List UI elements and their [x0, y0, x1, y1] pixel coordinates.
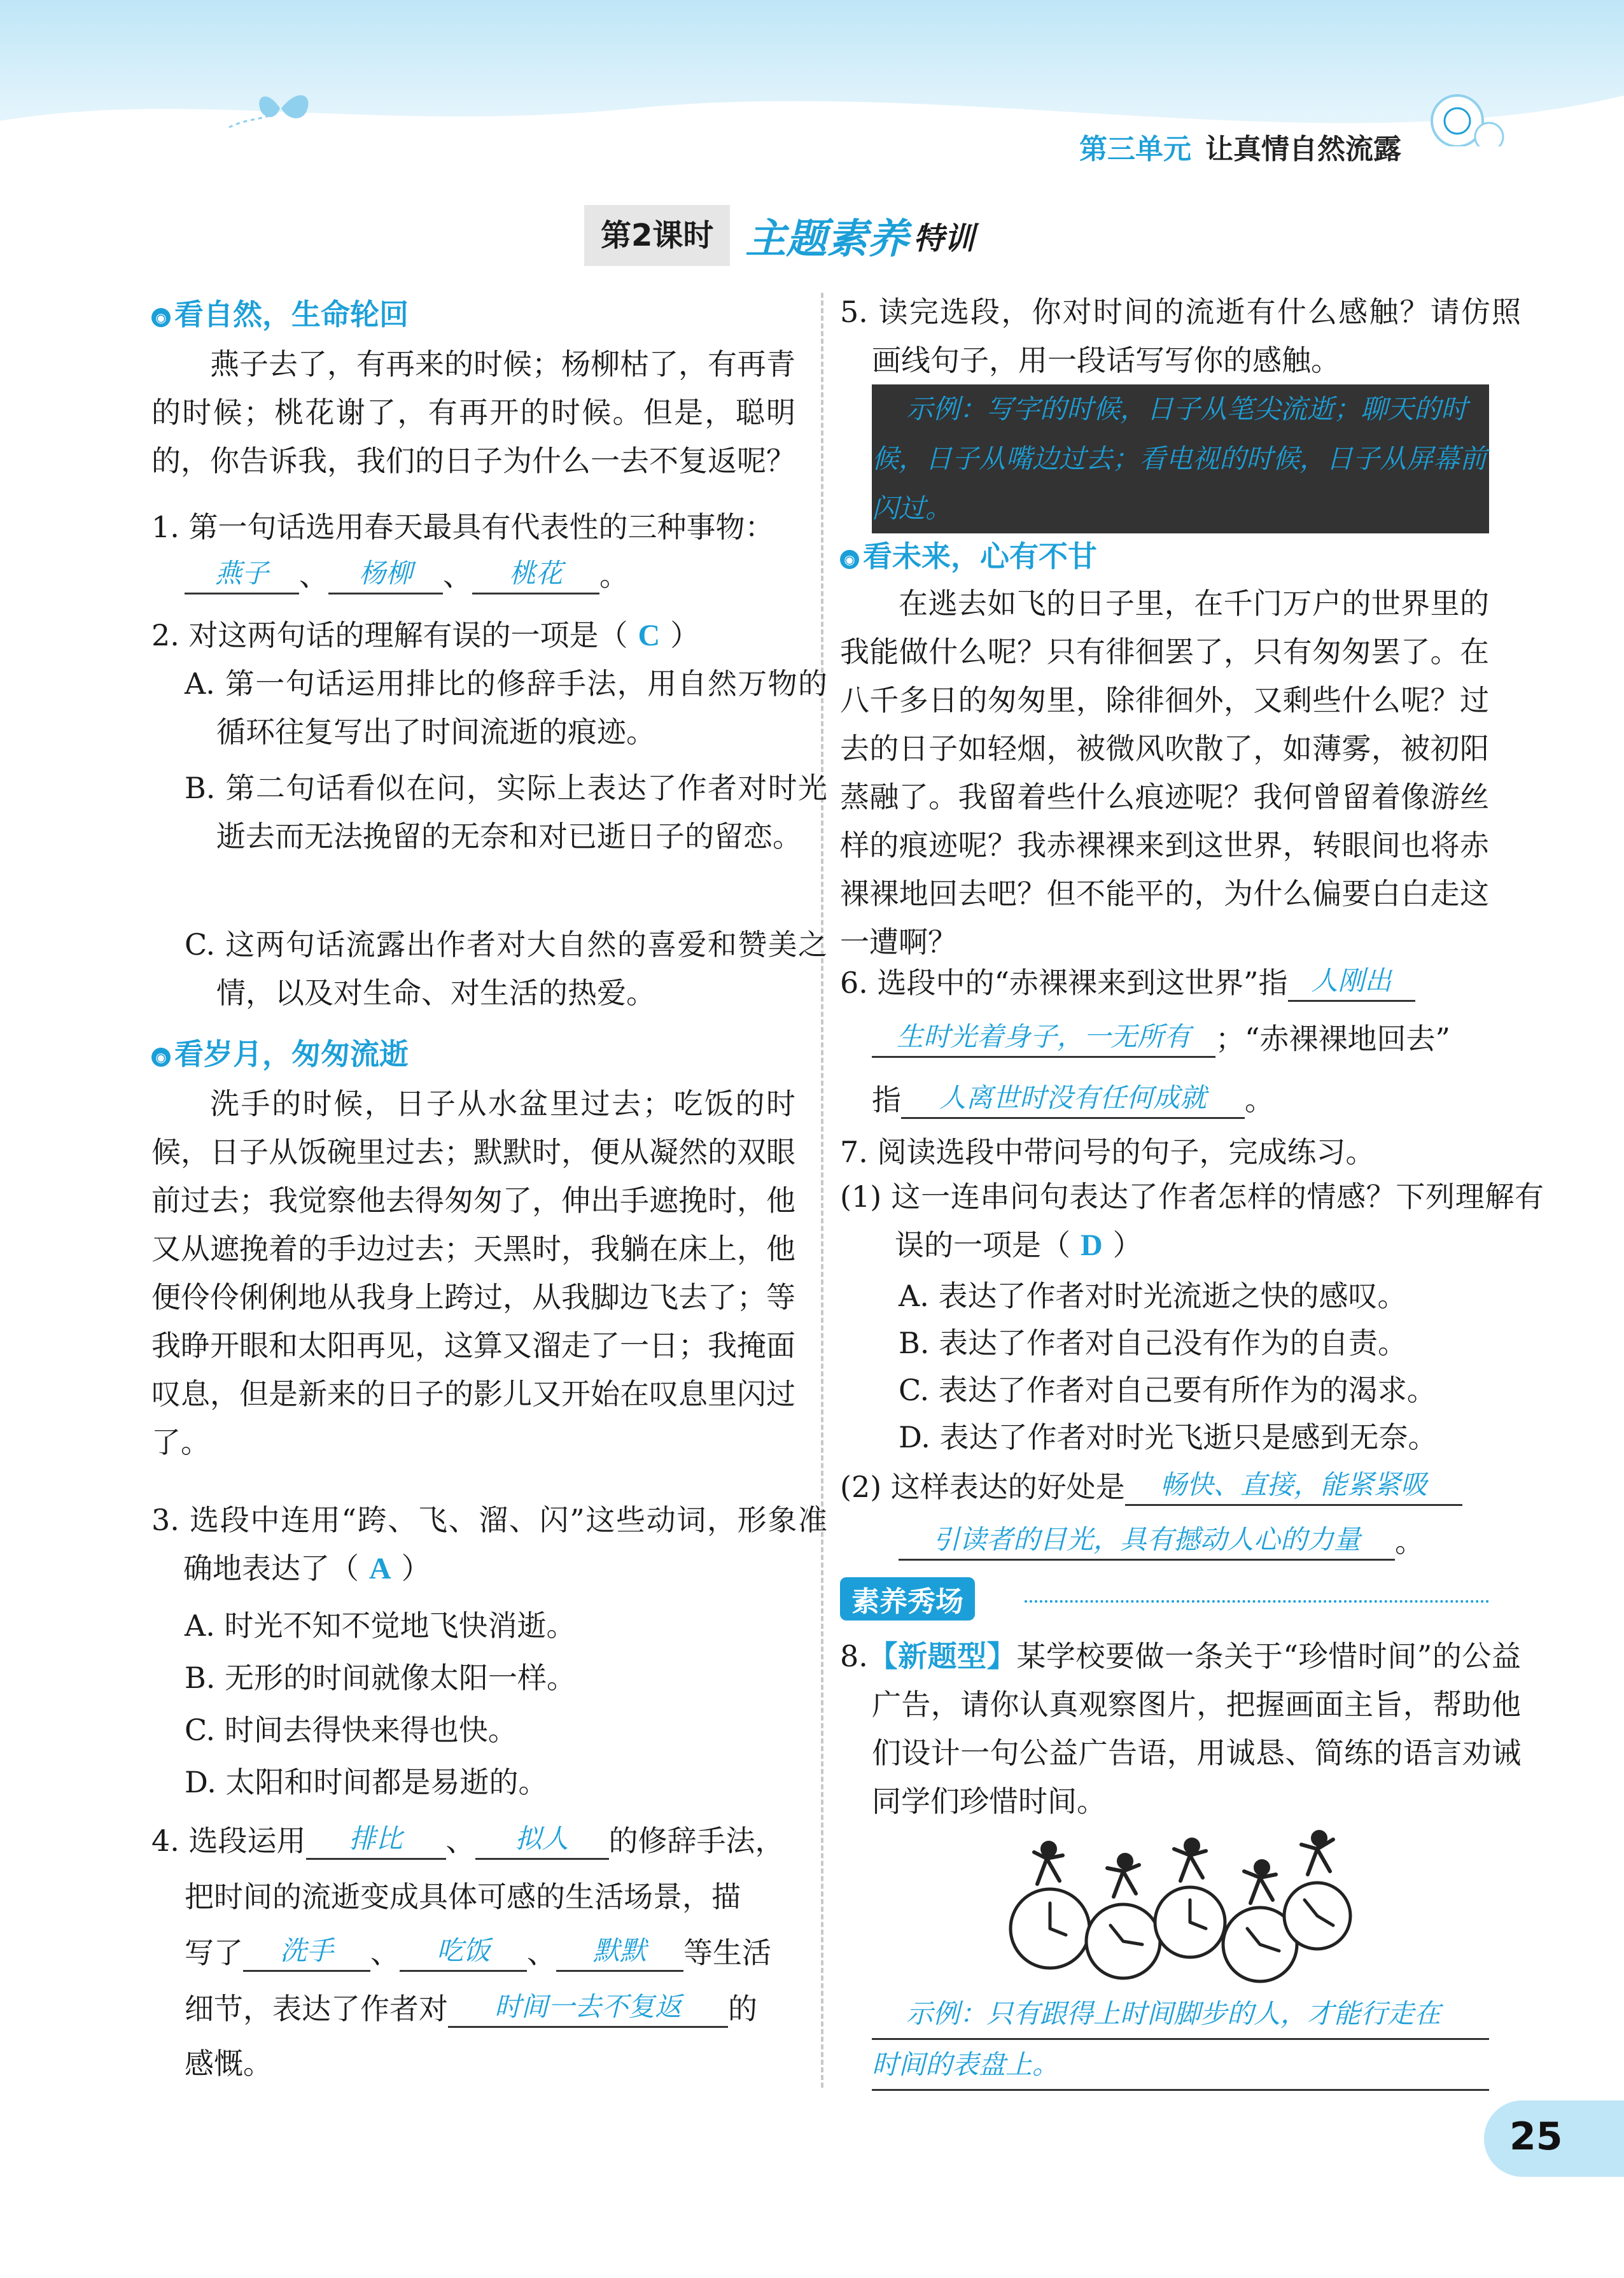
- option-3A: A. 时光不知不觉地飞快消逝。: [185, 1608, 576, 1643]
- question-4-line5: 感慨。: [185, 2046, 272, 2081]
- option-2B: B. 第二句话看似在问，实际上表达了作者对时光逝去而无法挽留的无奈和对已逝日子的留恋。: [185, 771, 827, 854]
- answer-q7-1: D: [1081, 1228, 1103, 1262]
- section-heading-nature: ◉ 看自然，生命轮回: [151, 292, 409, 334]
- question-3: 3. 选段中连用“跨、飞、溜、闪”这些动词，形象准确地表达了（ A ）: [151, 1503, 827, 1585]
- question-7-1: (1) 这一连串问句表达了作者怎样的情感？下列理解有误的一项是（ D ）: [840, 1179, 1544, 1262]
- lesson-tag: 第2课时: [584, 205, 730, 266]
- question-1-answers: 燕子 、 杨柳 、 桃花 。: [185, 552, 629, 594]
- unit-header: [1079, 126, 1401, 167]
- section-heading-future: ◉ 看未来，心有不甘: [840, 533, 1097, 575]
- question-4-line1: 4. 选段运用 排比 、 拟人 的修辞手法，: [151, 1818, 785, 1860]
- answer-q4-a: 排比: [349, 1823, 403, 1854]
- answer-q1-b: 杨柳: [358, 558, 412, 589]
- question-7-2-line1: (2) 这样表达的好处是 畅快、直接，能紧紧吸: [840, 1464, 1462, 1506]
- question-4-line4: 细节，表达了作者对 时间一去不复返 的: [185, 1986, 757, 2028]
- question-6-line1: 6. 选段中的“赤裸裸来到这世界”指 人刚出: [840, 960, 1415, 1002]
- answer-q6-a2: 生时光着身子，一无所有: [896, 1021, 1191, 1052]
- answer-q2: C: [638, 619, 661, 652]
- page-number: 25: [1509, 2114, 1563, 2159]
- answer-q8-line2: 时间的表盘上。: [872, 2041, 1489, 2091]
- option-7A: A. 表达了作者对时光流逝之快的感叹。: [899, 1279, 1407, 1313]
- answer-q4-b: 拟人: [515, 1823, 569, 1854]
- option-7B: B. 表达了作者对自己没有作为的自责。: [899, 1326, 1408, 1360]
- passage-time: 洗手的时候，日子从水盆里过去；吃饭的时候，日子从饭碗里过去；默默时，便从凝然的双眼前过去；我觉察他去得匆匆了，伸出手遮挽时，他又从遮挽着的手边过去；天黑时，我躺在床上，他便伶伶俐俐地从我身上跨过，从我脚边飞去了；等我睁开眼和太阳再见，这算又溜走了一日；我掩面叹息，但是新来的日子的影儿又开始在叹息里闪过了。: [151, 1086, 795, 1459]
- clocks-illustration: [999, 1820, 1355, 1986]
- question-6-line2: 生时光着身子，一无所有 ；“赤裸裸地回去”: [872, 1016, 1450, 1058]
- question-7-2-line2: 引读者的目光，具有撼动人心的力量 。: [899, 1519, 1424, 1561]
- option-3D: D. 太阳和时间都是易逝的。: [185, 1765, 548, 1799]
- passage-nature: 燕子去了，有再来的时候；杨柳枯了，有再青的时候；桃花谢了，有再开的时候。但是，聪明的，你告诉我，我们的日子为什么一去不复返呢？: [151, 347, 795, 478]
- lesson-suffix: 特训: [913, 220, 975, 257]
- lesson-title: [584, 205, 974, 266]
- lesson-main-title: 主题素养: [745, 216, 909, 263]
- answer-q7-2-b: 引读者的目光，具有撼动人心的力量: [932, 1524, 1361, 1555]
- question-8: 8.【新题型】某学校要做一条关于“珍惜时间”的公益广告，请你认真观察图片，把握画面主旨，帮助他们设计一句公益广告语，用诚恳、简练的语言劝诫同学们珍惜时间。: [840, 1639, 1522, 1818]
- question-5: 5. 读完选段，你对时间的流逝有什么感触？请仿照画线句子，用一段话写写你的感触。: [840, 295, 1521, 377]
- option-3B: B. 无形的时间就像太阳一样。: [185, 1661, 577, 1695]
- answer-q4-f: 时间一去不复返: [494, 1991, 682, 2022]
- question-7: 7. 阅读选段中带问号的句子，完成练习。: [840, 1135, 1375, 1169]
- option-7C: C. 表达了作者对自己要有所作为的渴求。: [899, 1373, 1436, 1407]
- question-2: 2. 对这两句话的理解有误的一项是（ C ）: [151, 618, 700, 652]
- question-6-line3: 指 人离世时没有任何成就 。: [872, 1077, 1274, 1119]
- page-number-tab: [1484, 2100, 1624, 2177]
- section-heading-showcase: 素养秀场: [840, 1577, 1489, 1615]
- passage-future: 在逃去如飞的日子里，在千门万户的世界里的我能做什么呢？只有徘徊罢了，只有匆匆罢了。在八千多日的匆匆里，除徘徊外，又剩些什么呢？过去的日子如轻烟，被微风吹散了，如薄雾，被初阳蒸融了。我留着些什么痕迹呢？我何曾留着像游丝样的痕迹呢？我赤裸裸来到这世界，转眼间也将赤裸裸地回去吧？但不能平的，为什么偏要白白走这一遭啊？: [840, 586, 1489, 959]
- answer-q4-c: 洗手: [279, 1935, 333, 1966]
- option-3C: C. 时间去得快来得也快。: [185, 1713, 517, 1747]
- question-1: 1. 第一句话选用春天最具有代表性的三种事物：: [151, 510, 774, 544]
- answer-q4-e: 默默: [592, 1935, 647, 1966]
- question-4-line3: 写了 洗手 、 吃饭 、 默默 等生活: [185, 1930, 771, 1972]
- answer-q7-2-a: 畅快、直接，能紧紧吸: [1159, 1469, 1427, 1500]
- section-heading-time: ◉ 看岁月，匆匆流逝: [151, 1031, 409, 1073]
- unit-title: 让真情自然流露: [1205, 133, 1401, 165]
- answer-q5: 示例：写字的时候，日子从笔尖流逝；聊天的时候，日子从嘴边过去；看电视的时候，日子从屏幕前闪过。: [872, 384, 1489, 533]
- answer-q4-d: 吃饭: [436, 1935, 490, 1966]
- header-wave-band: [0, 0, 1624, 146]
- unit-label: 第三单元: [1079, 133, 1191, 165]
- question-4-line2: 把时间的流逝变成具体可感的生活场景，描: [185, 1880, 741, 1914]
- answer-q6-b: 人离世时没有任何成就: [939, 1082, 1207, 1113]
- new-question-type-tag: 【新题型】: [867, 1639, 1017, 1673]
- answer-q1-a: 燕子: [214, 558, 269, 589]
- option-2C: C. 这两句话流露出作者对大自然的喜爱和赞美之情，以及对生命、对生活的热爱。: [185, 927, 827, 1010]
- option-2A: A. 第一句话运用排比的修辞手法，用自然万物的循环往复写出了时间流逝的痕迹。: [185, 666, 827, 749]
- answer-q8-line1: 示例：只有跟得上时间脚步的人，才能行走在: [872, 1990, 1489, 2040]
- option-7D: D. 表达了作者对时光飞逝只是感到无奈。: [899, 1420, 1438, 1454]
- answer-q3: A: [369, 1552, 391, 1585]
- column-divider: [821, 293, 823, 2088]
- answer-q6-a1: 人刚出: [1311, 965, 1392, 996]
- answer-q1-c: 桃花: [508, 558, 563, 589]
